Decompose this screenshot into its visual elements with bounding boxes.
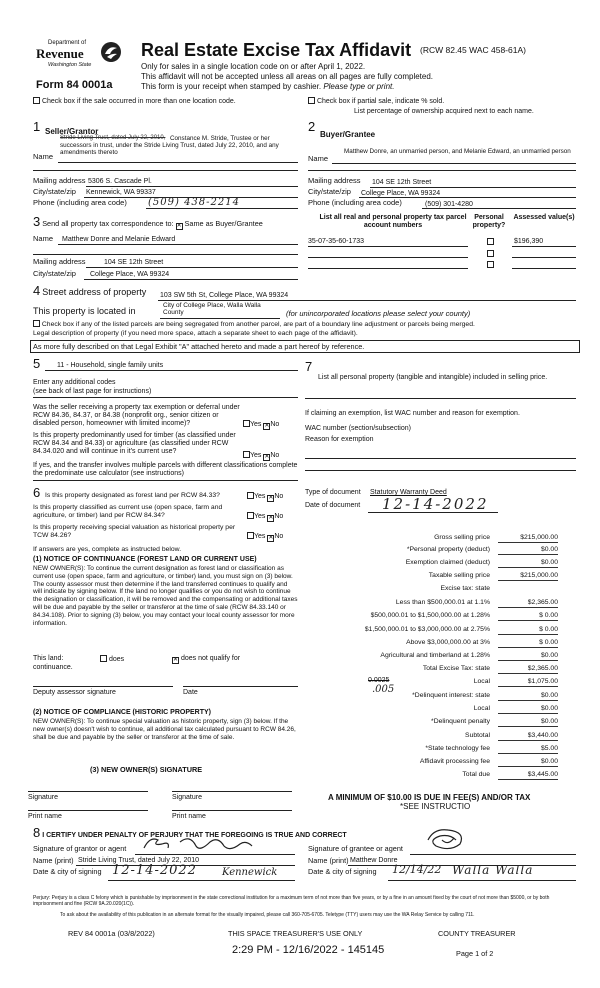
continuance-label: continuance. [33,664,73,671]
tax-row-interest-state [300,692,558,701]
tax-label: Taxable selling price [428,572,490,579]
current-use-question: Is this property classified as current use (open space, farm and agriculture, or timber) land per RCW 84.34? [33,504,223,519]
doc-date-value[interactable]: 12-14-2022 [382,495,489,513]
tax-row-total-state [300,665,558,674]
street-line [158,300,576,301]
tax-label: Less than $500,000.01 at 1.1% [395,599,490,606]
tax-row-total-due [300,771,558,780]
wac-label: WAC number (section/subsection) [305,425,411,432]
deputy-date-line [183,686,298,687]
tax-value[interactable]: $215,000.00 [498,534,558,543]
tax-value[interactable]: $0.00 [498,652,558,661]
partial-sale-label: Check box if partial sale, indicate % sold. [316,98,445,105]
section-3-number: 3 [33,214,41,229]
grantor-date-label: Date & city of signing [33,867,102,876]
timber-no-label: No [270,452,280,459]
continuance-notice-body: NEW OWNER(S): To continue the current designation as forest land or classification as current use (open space, farm and agriculture, or timber) land, you must sign on (3) below. The county assessor must then determine if the land transferred continues to qualify and will indicate by signing below. If the land no longer qualifies or you do not wish to continue the designation or classification, it will be removed and the compensating or additional taxes will be due and payable by the seller or transferor at the time of sale (RCW 84.33.140 or 84.34.108). Prior to signing (3) below, you may contact your local county assessor for more information. [33,565,298,627]
owner-print-line-1 [28,810,148,811]
owner-print-label-2: Print name [172,813,206,820]
tax-row-penalty [300,718,558,727]
land-does-not-label: does not qualify for [180,655,241,662]
forest-question: Is this property designated as forest land per RCW 84.33? [45,492,220,499]
tax-value[interactable]: $3,445.00 [498,771,558,780]
personal-property-line [305,398,576,399]
forest-yes-label: Yes [254,493,266,500]
tax-label: *Delinquent penalty [431,718,490,725]
seller-title: Seller/Grantor [45,127,99,136]
assessed-line-1 [512,246,576,247]
partial-sale-checkbox-row[interactable] [308,97,444,106]
tax-label: Agricultural and timberland at 1.28% [380,652,490,659]
buyer-city-value[interactable]: College Place, WA 99324 [361,190,441,197]
dor-logo [34,38,126,78]
street-value[interactable]: 103 SW 5th St, College Place, WA 99324 [160,292,289,299]
grantee-sig-line [410,854,576,855]
tax-value[interactable]: $3,440.00 [498,732,558,741]
tax-row-tier4 [300,639,558,648]
tax-label: $500,000.01 to $1,500,000.00 at 1.28% [370,612,490,619]
corr-name-value[interactable]: Matthew Donre and Melanie Edward [62,236,176,243]
owner-print-label-1: Print name [28,813,62,820]
section-5-number: 5 [33,356,41,371]
buyer-city-label: City/state/zip [308,187,351,196]
corr-city-line [84,279,298,280]
deputy-date-label: Date [183,689,198,696]
certify-statement: I CERTIFY UNDER PENALTY OF PERJURY THAT THE FOREGOING IS TRUE AND CORRECT [42,832,347,839]
current-use-no-label: No [274,513,284,520]
deputy-signature-label: Deputy assessor signature [33,689,116,696]
grantee-sig-label: Signature of grantee or agent [308,844,403,853]
reason-line-2 [305,470,576,471]
owner-print-line-2 [172,810,292,811]
parcel-col-header: List all real and personal property tax parcel account numbers [319,214,467,230]
buyer-name-line [332,163,576,164]
grantor-signature-image [140,832,260,854]
parcel-number[interactable]: 35-07-35-60-1733 [308,238,365,245]
seller-mail-label: Mailing address [33,176,86,185]
street-row [33,284,146,299]
tax-label: $1,500,000.01 to $3,000,000.00 at 2.75% [364,626,490,633]
tax-label: Above $3,000,000.00 at 3% [406,639,490,646]
seller-city-value[interactable]: Kennewick, WA 99337 [86,189,156,196]
partial-sale-checkbox[interactable] [308,97,315,104]
same-as-buyer-label: Same as Buyer/Grantee [184,219,263,228]
tax-label: Local [473,705,490,712]
cashier-stamp: 2:29 PM - 12/16/2022 - 145145 [232,944,385,956]
corr-gap-line [33,254,298,255]
historic-yes-label: Yes [254,533,266,540]
owner-signature-label-1: Signature [28,794,58,801]
tax-value[interactable]: $0.00 [498,559,558,568]
tax-row-tier1 [300,599,558,608]
located-note: (for unincorporated locations please select your county) [286,309,471,318]
page-title: Real Estate Excise Tax Affidavit [141,40,412,60]
page-number: Page 1 of 2 [456,949,494,958]
tax-value[interactable]: $0.00 [498,692,558,701]
tax-value[interactable]: $0.00 [498,758,558,767]
tax-value[interactable]: $5.00 [498,745,558,754]
grantor-city-value[interactable]: Kennewick [222,867,278,878]
buyer-name-label: Name [308,154,329,163]
forest-no-label: No [274,493,284,500]
grantee-date-label: Date & city of signing [308,867,377,876]
grantor-sig-line [135,854,295,855]
revision-number: REV 84 0001a (03/8/2022) [68,929,155,938]
section-7-number: 7 [305,359,313,374]
forest-yes-checkbox[interactable] [247,492,254,499]
parcel-line-1 [308,246,468,247]
exemption-yes-label: Yes [250,421,262,428]
seller-phone-label: Phone (including area code) [33,198,127,207]
timber-question: Is this property predominantly used for timber (as classified under RCW 84.34 and 84.33) or agriculture (as classified under RCW 84.34.020 and will continue in it's current use? [33,432,236,456]
subtitle-2: This affidavit will not be accepted unless all areas on all pages are fully completed. [141,72,434,81]
section-5-number-wrap [33,357,40,372]
tax-value[interactable]: $ 0.00 [498,639,558,648]
buyer-mail-value[interactable]: 104 SE 12th Street [372,179,432,186]
this-land-label: This land: [33,655,64,662]
tax-label: *Personal property (deduct) [406,546,490,553]
tax-value [498,585,558,593]
segregation-label: Check box if any of the listed parcels are being segregated from another parcel, are part of a boundary line adjustment or parcels being merged. [41,321,475,328]
doc-type-label: Type of document [305,489,361,496]
grantee-date-line [388,880,576,881]
corr-name-label: Name [33,234,54,243]
timber-yes-label: Yes [250,452,262,459]
owner-sig-line-1 [28,791,148,792]
subtitle-1: Only for sales in a single location code on or after April 1, 2022. [141,62,366,71]
timber-no-checkbox[interactable]: ✕ [264,454,270,460]
land-does-option[interactable] [100,655,124,664]
corr-mail-line [86,267,298,268]
tax-label: Exemption claimed (deduct) [405,559,490,566]
parcel-line-2 [308,257,468,258]
tax-row-gross [300,534,558,543]
owner-signature-label-2: Signature [172,794,202,801]
grantee-city-value[interactable]: Walla Walla [452,863,534,877]
grantor-date-line [108,880,295,881]
historic-question: Is this property receiving special valuation as historical property per TCW 84.26? [33,524,236,539]
correspondence-row [33,215,263,230]
corr-mail-value[interactable]: 104 SE 12th Street [104,259,164,266]
buyer-title: Buyer/Grantee [320,130,376,139]
legal-description-value: As more fully described on that Legal Exhibit "A" attached hereto and made a part hereof by reference. [33,342,365,351]
local-rate-new: .005 [372,684,395,695]
timber-yes-checkbox[interactable] [243,451,250,458]
logo-dept-line2: Revenue [36,46,84,61]
title-citation: (RCW 82.45 WAC 458-61A) [420,45,526,55]
street-label: Street address of property [42,287,147,297]
corr-city-value[interactable]: College Place, WA 99324 [90,271,170,278]
tax-label: Excise tax: state [440,585,490,592]
subtitle-3-emph: Please type or print. [323,82,395,91]
correspondence-label: Send all property tax correspondence to: [42,219,174,228]
corr-name-line [58,244,298,245]
current-use-yes-label: Yes [254,513,266,520]
parcel-line-3 [308,268,468,269]
seller-phone-value[interactable]: (509) 438-2214 [148,197,240,208]
land-does-not-checkbox[interactable]: ✕ [173,657,179,663]
buyer-gap-line [308,170,576,171]
grantee-name-value[interactable]: Matthew Donre [350,857,398,864]
seller-city-label: City/state/zip [33,187,76,196]
current-use-yes-checkbox[interactable] [247,512,254,519]
exemption-question: Was the seller receiving a property tax exemption or deferral under RCW 84.36, 84.37, or 84.38 (nonprofit org., senior citizen or disabled person, homeowner with limited income)? [33,404,240,428]
historic-no-label: No [274,533,284,540]
land-use-code[interactable]: 11 - Household, single family units [57,362,164,369]
grantee-signature-image [420,826,480,854]
tax-value[interactable]: $2,365.00 [498,599,558,608]
tax-row-tier2 [300,612,558,621]
grantor-name-label: Name (print) [33,856,74,865]
tax-row-processing-fee [300,758,558,767]
see-instructions-note: *SEE INSTRUCTIO [400,802,471,811]
located-value[interactable]: City of College Place, Walla Walla County [163,302,261,317]
historic-answer[interactable] [247,532,283,542]
tax-label: Gross selling price [434,534,490,541]
local-rate-struck: 0.0025 [368,677,390,684]
exemption-no-label: No [270,421,280,428]
seller-name-label: Name [33,152,54,161]
tax-row-taxable [300,572,558,581]
tax-value[interactable]: $0.00 [498,705,558,714]
tax-row-personal [300,546,558,555]
grantor-date-value[interactable]: 12-14-2022 [112,863,197,878]
tax-label: *State technology fee [425,745,490,752]
located-line [160,318,280,319]
tax-row-local [300,678,558,687]
treasurer-only-label: THIS SPACE TREASURER'S USE ONLY [228,929,363,938]
answers-note: If answers are yes, complete as instructed below. [33,546,182,553]
predominate-use-note: If yes, and the transfer involves multiple parcels with different classifications complete the predominate use calculator (see instructions) [33,462,298,478]
current-use-answer[interactable] [247,512,283,522]
exemption-answer[interactable] [243,420,279,430]
perjury-notice: Perjury: Perjury is a class C felony which is punishable by imprisonment in the state correctional institution for a maximum term of not more than five years, or by a fine in an amount fixed by the court of not more than $5000, or by both imprisonment and fine (RCW 9A.20.020(1C)). [33,895,550,907]
section-1-number: 1 [33,119,41,134]
county-treasurer-label: COUNTY TREASURER [438,929,516,938]
continuance-notice-title: (1) NOTICE OF CONTINUANCE (FOREST LAND OR CURRENT USE) [33,556,257,563]
assessed-col-header: Assessed value(s) [513,214,575,221]
seller-mail-line [86,186,298,187]
tax-value[interactable]: $ 0.00 [498,612,558,621]
section-8-number: 8 [33,825,41,840]
section-2-number: 2 [308,119,316,134]
seller-name-line [58,162,298,163]
tax-value[interactable]: $ 0.00 [498,626,558,635]
seller-heading [33,120,40,135]
tax-value[interactable]: $1,075.00 [498,678,558,687]
seller-name-value[interactable]: Constance M. Stride, Trustee or her successors in trust, under the Stride Living Trust, dated July 22, 2010, and any amendments thereto [60,135,279,157]
section-5-bottom-line [33,480,298,481]
historic-yes-checkbox[interactable] [247,532,254,539]
additional-codes-line [33,397,298,398]
exemption-yes-checkbox[interactable] [243,420,250,427]
grantee-date-value[interactable]: 12/14/22 [392,863,442,876]
section-6-number-wrap [33,486,40,501]
personal-checkbox-1[interactable] [487,238,494,245]
reason-line-1 [305,458,576,459]
multi-location-label: Check box if the sale occurred in more than one location code. [41,98,236,105]
buyer-name-value[interactable]: Matthew Donre, an unmarried person, and Melanie Edward, an unmarried person [344,148,571,155]
buyer-mail-line [370,187,576,188]
tax-row-interest-local [300,705,558,714]
tax-row-tier3 [300,626,558,635]
personal-property-label: List all personal property (tangible and intangible) included in selling price. [318,374,548,381]
located-label: This property is located in [33,306,136,316]
section-7-number-wrap [305,360,312,375]
segregation-checkbox-row[interactable] [33,320,578,329]
tax-row-tech-fee [300,745,558,754]
personal-checkbox-3[interactable] [487,261,494,268]
logo-dept-line3: Washington State [48,62,92,68]
owner-sig-line-2 [172,791,292,792]
land-does-checkbox[interactable] [100,655,107,662]
assessed-line-3 [512,268,576,269]
compliance-notice-body: NEW OWNER(S): To continue special valuation as historic property, sign (3) below. If the new owner(s) doesn't wish to continue, all additional tax calculated pursuant to RCW 84.26, shall be due and payable by the seller or transferor at the time of sale. [33,718,296,741]
buyer-phone-line [422,208,576,209]
tax-label: *Delinquent interest: state [412,692,490,699]
percentage-note: List percentage of ownership acquired next to each name. [354,108,534,115]
forest-no-checkbox[interactable]: ✕ [268,495,274,501]
tax-label: Subtotal [465,732,490,739]
multi-location-checkbox[interactable] [33,97,40,104]
doc-date-line [368,512,498,513]
same-as-buyer-checkbox[interactable]: ✕ [176,223,182,229]
alternate-format-note: To ask about the availability of this publication in an alternate format for the visually impaired, please call 360-705-6705. Teletype (TTY) users may use the WA Relay Service by calling 711. [60,912,475,918]
seller-mail-value[interactable]: 5306 S. Cascade Pl. [88,178,152,185]
seller-name-struck: Stride Living Trust, dated July 22, 2010, [60,135,166,141]
compliance-notice-title: (2) NOTICE OF COMPLIANCE (HISTORIC PROPERTY) [33,709,211,716]
tax-label: Total Excise Tax: state [422,665,490,672]
exemption-no-checkbox[interactable]: ✕ [264,423,270,429]
current-use-no-checkbox[interactable]: ✕ [268,515,274,521]
tax-label: Local [473,678,490,685]
multi-location-checkbox-row[interactable] [33,97,236,106]
personal-col-header: Personal property? [472,214,506,230]
subtitle-3-text: This form is your receipt when stamped by cashier. [141,82,322,91]
tax-value[interactable]: $215,000.00 [498,572,558,581]
tax-row-subtotal [300,732,558,741]
section-6-number: 6 [33,485,41,500]
tax-value[interactable]: $2,365.00 [498,665,558,674]
timber-answer[interactable] [243,451,279,461]
deputy-sig-line [33,686,173,687]
dor-swirl-icon [100,41,122,63]
doc-type-value[interactable]: Statutory Warranty Deed [370,489,447,496]
buyer-phone-value[interactable]: (509) 301-4280 [425,201,473,208]
seller-phone-line [146,208,298,209]
section-4-number: 4 [33,283,41,298]
additional-codes-label: Enter any additional codes [33,379,116,386]
new-owner-signature-title: (3) NEW OWNER(S) SIGNATURE [90,765,203,774]
forest-answer[interactable] [247,492,283,502]
tax-value[interactable]: $0.00 [498,718,558,727]
land-use-line [45,370,298,371]
personal-checkbox-2[interactable] [487,250,494,257]
additional-codes-note: (see back of last page for instructions) [33,388,152,395]
doc-date-label: Date of document [305,502,361,509]
reason-label: Reason for exemption [305,436,374,443]
subtitle-3 [141,82,394,91]
tax-row-exemption [300,559,558,568]
buyer-phone-label: Phone (including area code) [308,198,402,207]
grantor-name-value[interactable]: Stride Living Trust, dated July 22, 2010 [78,857,200,864]
buyer-heading [308,120,315,135]
exemption-claim-label: If claiming an exemption, list WAC number and reason for exemption. [305,410,520,417]
minimum-due-note: A MINIMUM OF $10.00 IS DUE IN FEE(S) AND/OR TAX [328,793,531,802]
buyer-mail-label: Mailing address [308,176,361,185]
seller-gap-line [33,170,298,171]
logo-dept-line1: Department of [48,40,87,46]
legal-description-label: Legal description of property (if you need more space, attach a separate sheet to each page of the affidavit). [33,330,358,337]
tax-row-agricultural [300,652,558,661]
form-number: Form 84 0001a [36,79,113,91]
tax-label: Affidavit processing fee [419,758,490,765]
corr-city-label: City/state/zip [33,269,76,278]
land-does-label: does [108,656,125,663]
tax-row-excise-state [300,585,558,593]
tax-label: Total due [462,771,490,778]
corr-mail-label: Mailing address [33,257,86,266]
grantee-name-label: Name (print) [308,856,349,865]
segregation-checkbox[interactable] [33,320,40,327]
tax-value[interactable]: $0.00 [498,546,558,555]
grantor-sig-label: Signature of grantor or agent [33,844,127,853]
land-does-not-option[interactable] [172,655,240,664]
assessed-line-2 [512,257,576,258]
legal-description-box[interactable] [30,340,580,353]
historic-no-checkbox[interactable]: ✕ [268,535,274,541]
assessed-value[interactable]: $196,390 [514,238,544,245]
